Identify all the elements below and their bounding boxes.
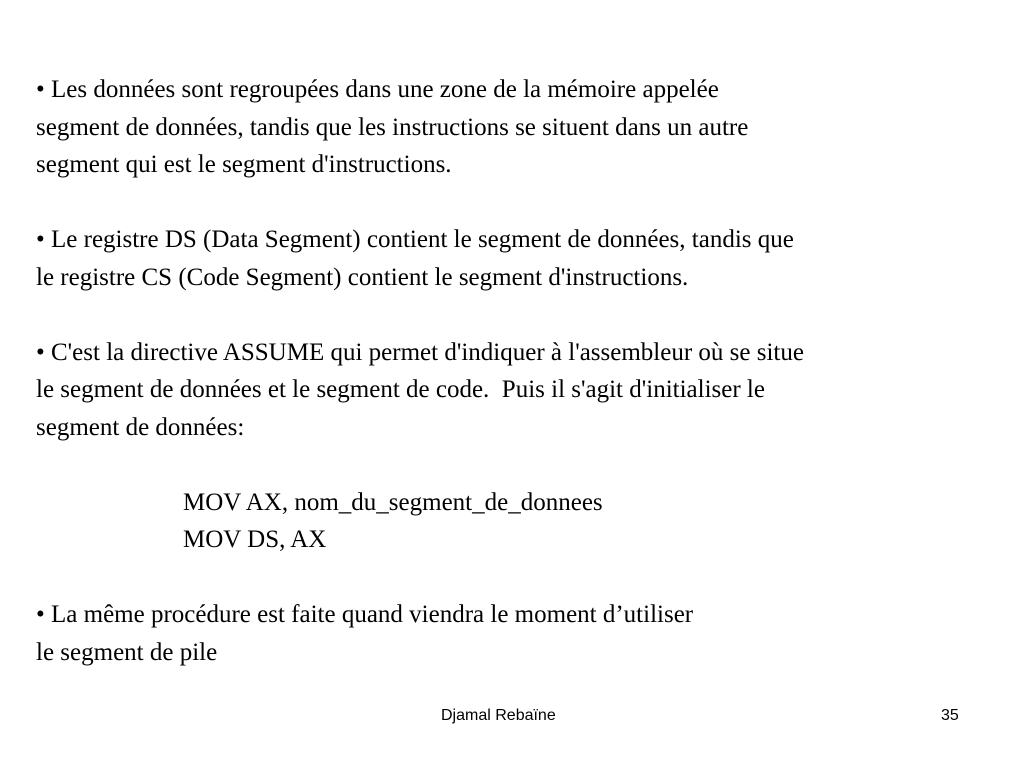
text-line: segment qui est le segment d'instructions. (36, 151, 452, 178)
text-line: le segment de pile (36, 638, 218, 666)
code-line: MOV DS, AX (183, 526, 327, 553)
footer-author: Djamal Rebaïne (441, 707, 556, 724)
code-block (36, 484, 1011, 559)
text-line: • Le registre DS (Data Segment) contient le segment de données, tandis que (36, 226, 794, 253)
paragraph-data-segment-intro (36, 71, 1011, 184)
text-line: segment de données, tandis que les instructions se situent dans un autre (36, 113, 749, 141)
spacer (36, 296, 1011, 334)
text-line: • Les données sont regroupées dans une zone de la mémoire appelée (36, 76, 719, 103)
text-line: segment de données: (36, 413, 245, 441)
paragraph-assume-directive (36, 334, 1011, 447)
text-line: le segment de données et le segment de code. Puis il s'agit d'initialiser le (36, 376, 765, 403)
paragraph-stack-segment (36, 596, 1011, 671)
text-line: • La même procédure est faite quand viendra le moment d’utiliser (36, 601, 694, 628)
spacer (36, 184, 1011, 222)
page-number: 35 (941, 707, 959, 724)
paragraph-registers (36, 221, 1011, 296)
slide-body (36, 71, 1011, 671)
text-line: • C'est la directive ASSUME qui permet d'indiquer à l'assembleur où se situe (36, 338, 804, 366)
spacer (36, 446, 1011, 484)
spacer (36, 559, 1011, 597)
text-line: le registre CS (Code Segment) contient le segment d'instructions. (36, 263, 689, 291)
code-line: MOV AX, nom_du_segment_de_donnees (183, 488, 603, 516)
